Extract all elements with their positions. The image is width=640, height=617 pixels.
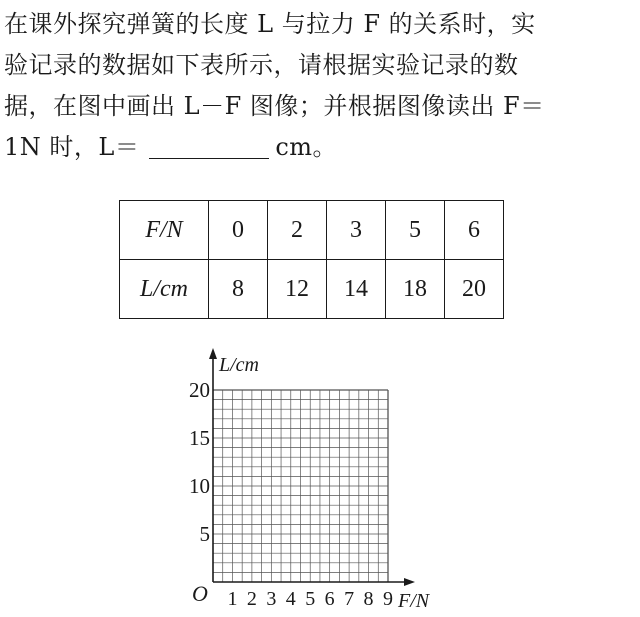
y-tick-label: 15	[189, 426, 210, 450]
x-axis-label: F/N	[398, 590, 430, 612]
origin-label: O	[192, 581, 208, 606]
x-tick-label: 4	[285, 588, 296, 610]
x-tick-label: 2	[246, 588, 257, 610]
x-tick-label: 8	[363, 588, 374, 610]
problem-line-4-prefix: 1N 时，L＝	[4, 133, 140, 161]
y-tick-label: 5	[199, 522, 210, 546]
table-cell: 8	[209, 260, 268, 319]
table-cell: 3	[327, 201, 386, 260]
problem-text	[4, 4, 636, 168]
y-axis-label: L/cm	[219, 354, 259, 376]
y-tick-label: 10	[189, 474, 210, 498]
table-cell: 12	[268, 260, 327, 319]
problem-line-3: 据，在图中画出 L－F 图像；并根据图像读出 F＝	[4, 92, 545, 120]
table-cell: 2	[268, 201, 327, 260]
answer-blank[interactable]	[149, 132, 269, 159]
lf-graph[interactable]	[170, 345, 460, 615]
x-axis-arrow-icon	[404, 578, 415, 586]
table-cell: 6	[445, 201, 504, 260]
table-row-length	[120, 260, 504, 319]
graph-grid	[213, 390, 388, 582]
table-cell: 18	[386, 260, 445, 319]
table-cell: 5	[386, 201, 445, 260]
table-cell: 20	[445, 260, 504, 319]
table-row-force	[120, 201, 504, 260]
problem-line-4	[4, 127, 636, 168]
x-tick-label: 9	[383, 588, 393, 610]
problem-line-4-suffix: cm。	[275, 133, 338, 161]
problem-line-2: 验记录的数据如下表所示，请根据实验记录的数	[4, 51, 519, 79]
x-tick-label: 6	[324, 588, 335, 610]
x-tick-label: 3	[266, 588, 277, 610]
x-tick-label: 5	[305, 588, 316, 610]
table-cell: 0	[209, 201, 268, 260]
table-cell: 14	[327, 260, 386, 319]
y-axis-arrow-icon	[209, 348, 217, 359]
y-tick-label: 20	[189, 378, 210, 402]
problem-line-1: 在课外探究弹簧的长度 L 与拉力 F 的关系时，实	[4, 10, 536, 38]
x-tick-label: 7	[344, 588, 355, 610]
data-table	[119, 200, 504, 319]
x-tick-label: 1	[227, 588, 238, 610]
table-header-length: L/cm	[120, 260, 209, 319]
table-header-force: F/N	[120, 201, 209, 260]
